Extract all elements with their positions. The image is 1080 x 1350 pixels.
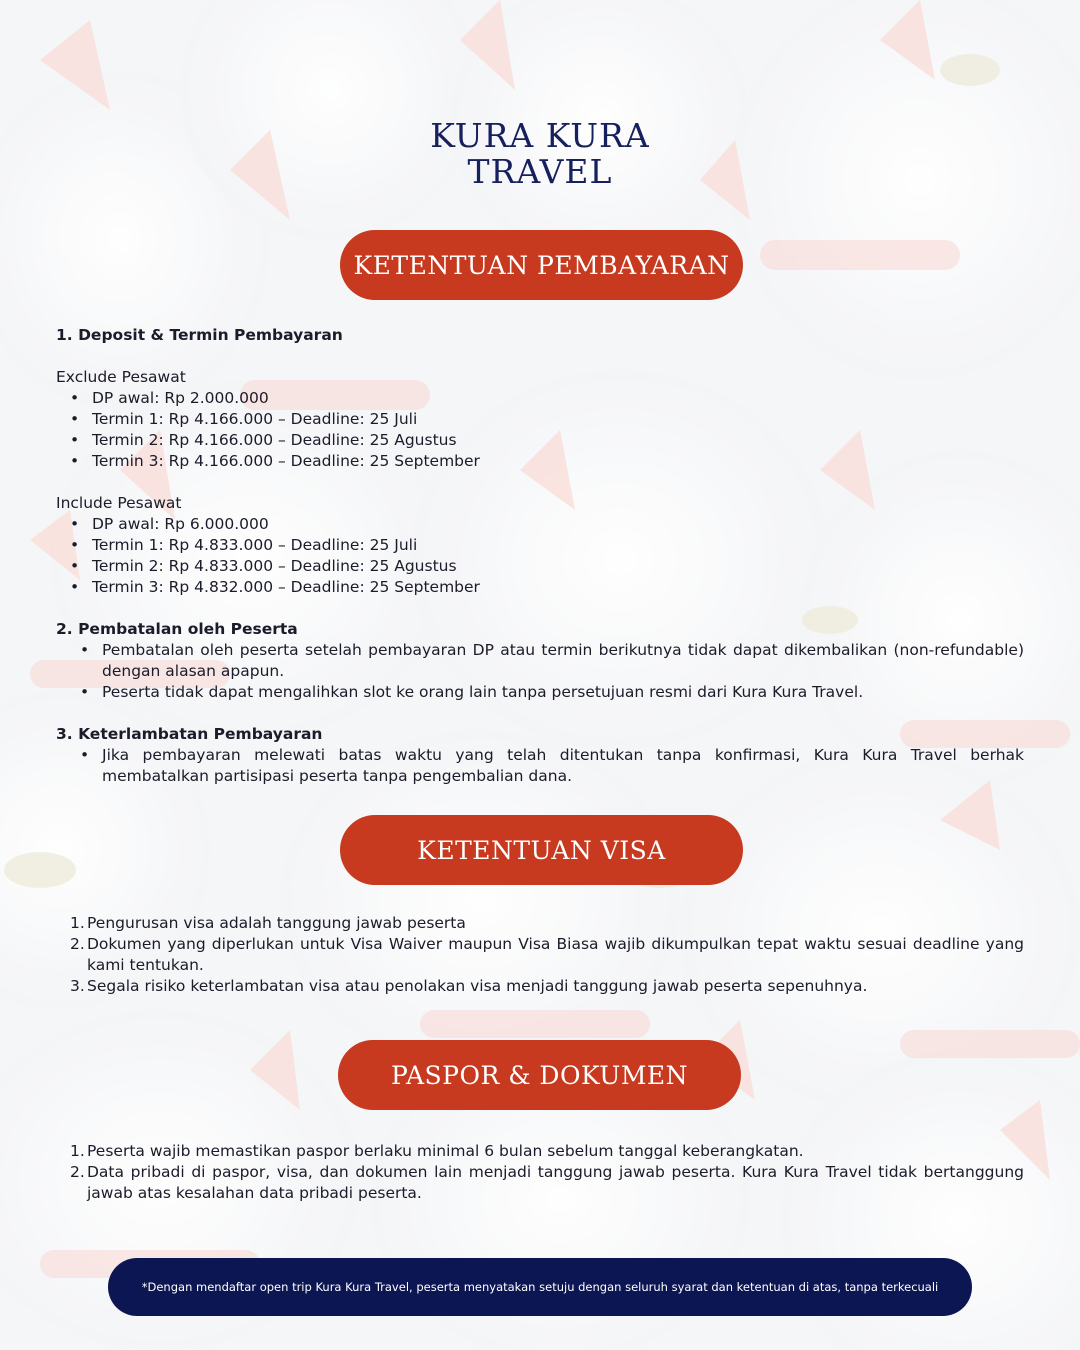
list-item: • Termin 2: Rp 4.833.000 – Deadline: 25 Agustus bbox=[70, 556, 1024, 577]
footer-note: *Dengan mendaftar open trip Kura Kura Travel, peserta menyatakan setuju dengan seluruh syarat dan ketentuan di atas, tanpa terkecuali bbox=[141, 1280, 939, 1294]
list-item: • Termin 2: Rp 4.166.000 – Deadline: 25 Agustus bbox=[70, 430, 1024, 451]
visa-section bbox=[56, 913, 1024, 997]
list-item: 3. Segala risiko keterlambatan visa atau penolakan visa menjadi tanggung jawab peserta sepenuhnya. bbox=[70, 977, 868, 995]
list-item: • Termin 1: Rp 4.166.000 – Deadline: 25 Juli bbox=[70, 409, 1024, 430]
list-item: 1. Peserta wajib memastikan paspor berlaku minimal 6 bulan sebelum tanggal keberangkatan. bbox=[70, 1142, 804, 1160]
list-item: • Jika pembayaran melewati batas waktu yang telah ditentukan tanpa konfirmasi, Kura Kura Travel berhak membatalkan partisipasi peserta tanpa pengembalian dana. bbox=[70, 745, 1024, 787]
section-title-payment: KETENTUAN PEMBAYARAN bbox=[340, 230, 743, 300]
visa-list bbox=[56, 913, 1024, 997]
passport-list bbox=[56, 1141, 1024, 1204]
cancel-list bbox=[56, 640, 1024, 703]
section-title-passport: PASPOR & DOKUMEN bbox=[338, 1040, 741, 1110]
list-item: 2. Data pribadi di paspor, visa, dan dokumen lain menjadi tanggung jawab peserta. Kura Kura Travel tidak bertanggung jawab atas kesalahan data pribadi peserta. bbox=[70, 1163, 1024, 1202]
section-title-visa: KETENTUAN VISA bbox=[340, 815, 743, 885]
include-label: Include Pesawat bbox=[56, 494, 182, 512]
include-list bbox=[56, 514, 1024, 598]
list-item: • Peserta tidak dapat mengalihkan slot ke orang lain tanpa persetujuan resmi dari Kura Kura Travel. bbox=[70, 682, 1024, 703]
list-item: • Pembatalan oleh peserta setelah pembayaran DP atau termin berikutnya tidak dapat dikembalikan (non-refundable) dengan alasan apapun. bbox=[70, 640, 1024, 682]
exclude-label: Exclude Pesawat bbox=[56, 368, 186, 386]
deposit-heading: 1. Deposit & Termin Pembayaran bbox=[56, 326, 343, 344]
brand-title bbox=[0, 118, 1080, 190]
list-item: • Termin 3: Rp 4.832.000 – Deadline: 25 September bbox=[70, 577, 1024, 598]
brand-line-1: KURA KURA bbox=[430, 116, 650, 155]
exclude-list bbox=[56, 388, 1024, 472]
payment-section bbox=[56, 325, 1024, 787]
list-item: 1. Pengurusan visa adalah tanggung jawab peserta bbox=[70, 914, 466, 932]
late-heading: 3. Keterlambatan Pembayaran bbox=[56, 725, 323, 743]
list-item: • DP awal: Rp 6.000.000 bbox=[70, 514, 1024, 535]
passport-section bbox=[56, 1141, 1024, 1204]
list-item: • Termin 1: Rp 4.833.000 – Deadline: 25 Juli bbox=[70, 535, 1024, 556]
list-item: 2. Dokumen yang diperlukan untuk Visa Waiver maupun Visa Biasa wajib dikumpulkan tepat waktu sesuai deadline yang kami tentukan. bbox=[70, 935, 1024, 974]
cancel-heading: 2. Pembatalan oleh Peserta bbox=[56, 620, 298, 638]
late-list bbox=[56, 745, 1024, 787]
brand-line-2: TRAVEL bbox=[467, 152, 613, 191]
footer-note-banner bbox=[108, 1258, 972, 1316]
list-item: • Termin 3: Rp 4.166.000 – Deadline: 25 September bbox=[70, 451, 1024, 472]
list-item: • DP awal: Rp 2.000.000 bbox=[70, 388, 1024, 409]
